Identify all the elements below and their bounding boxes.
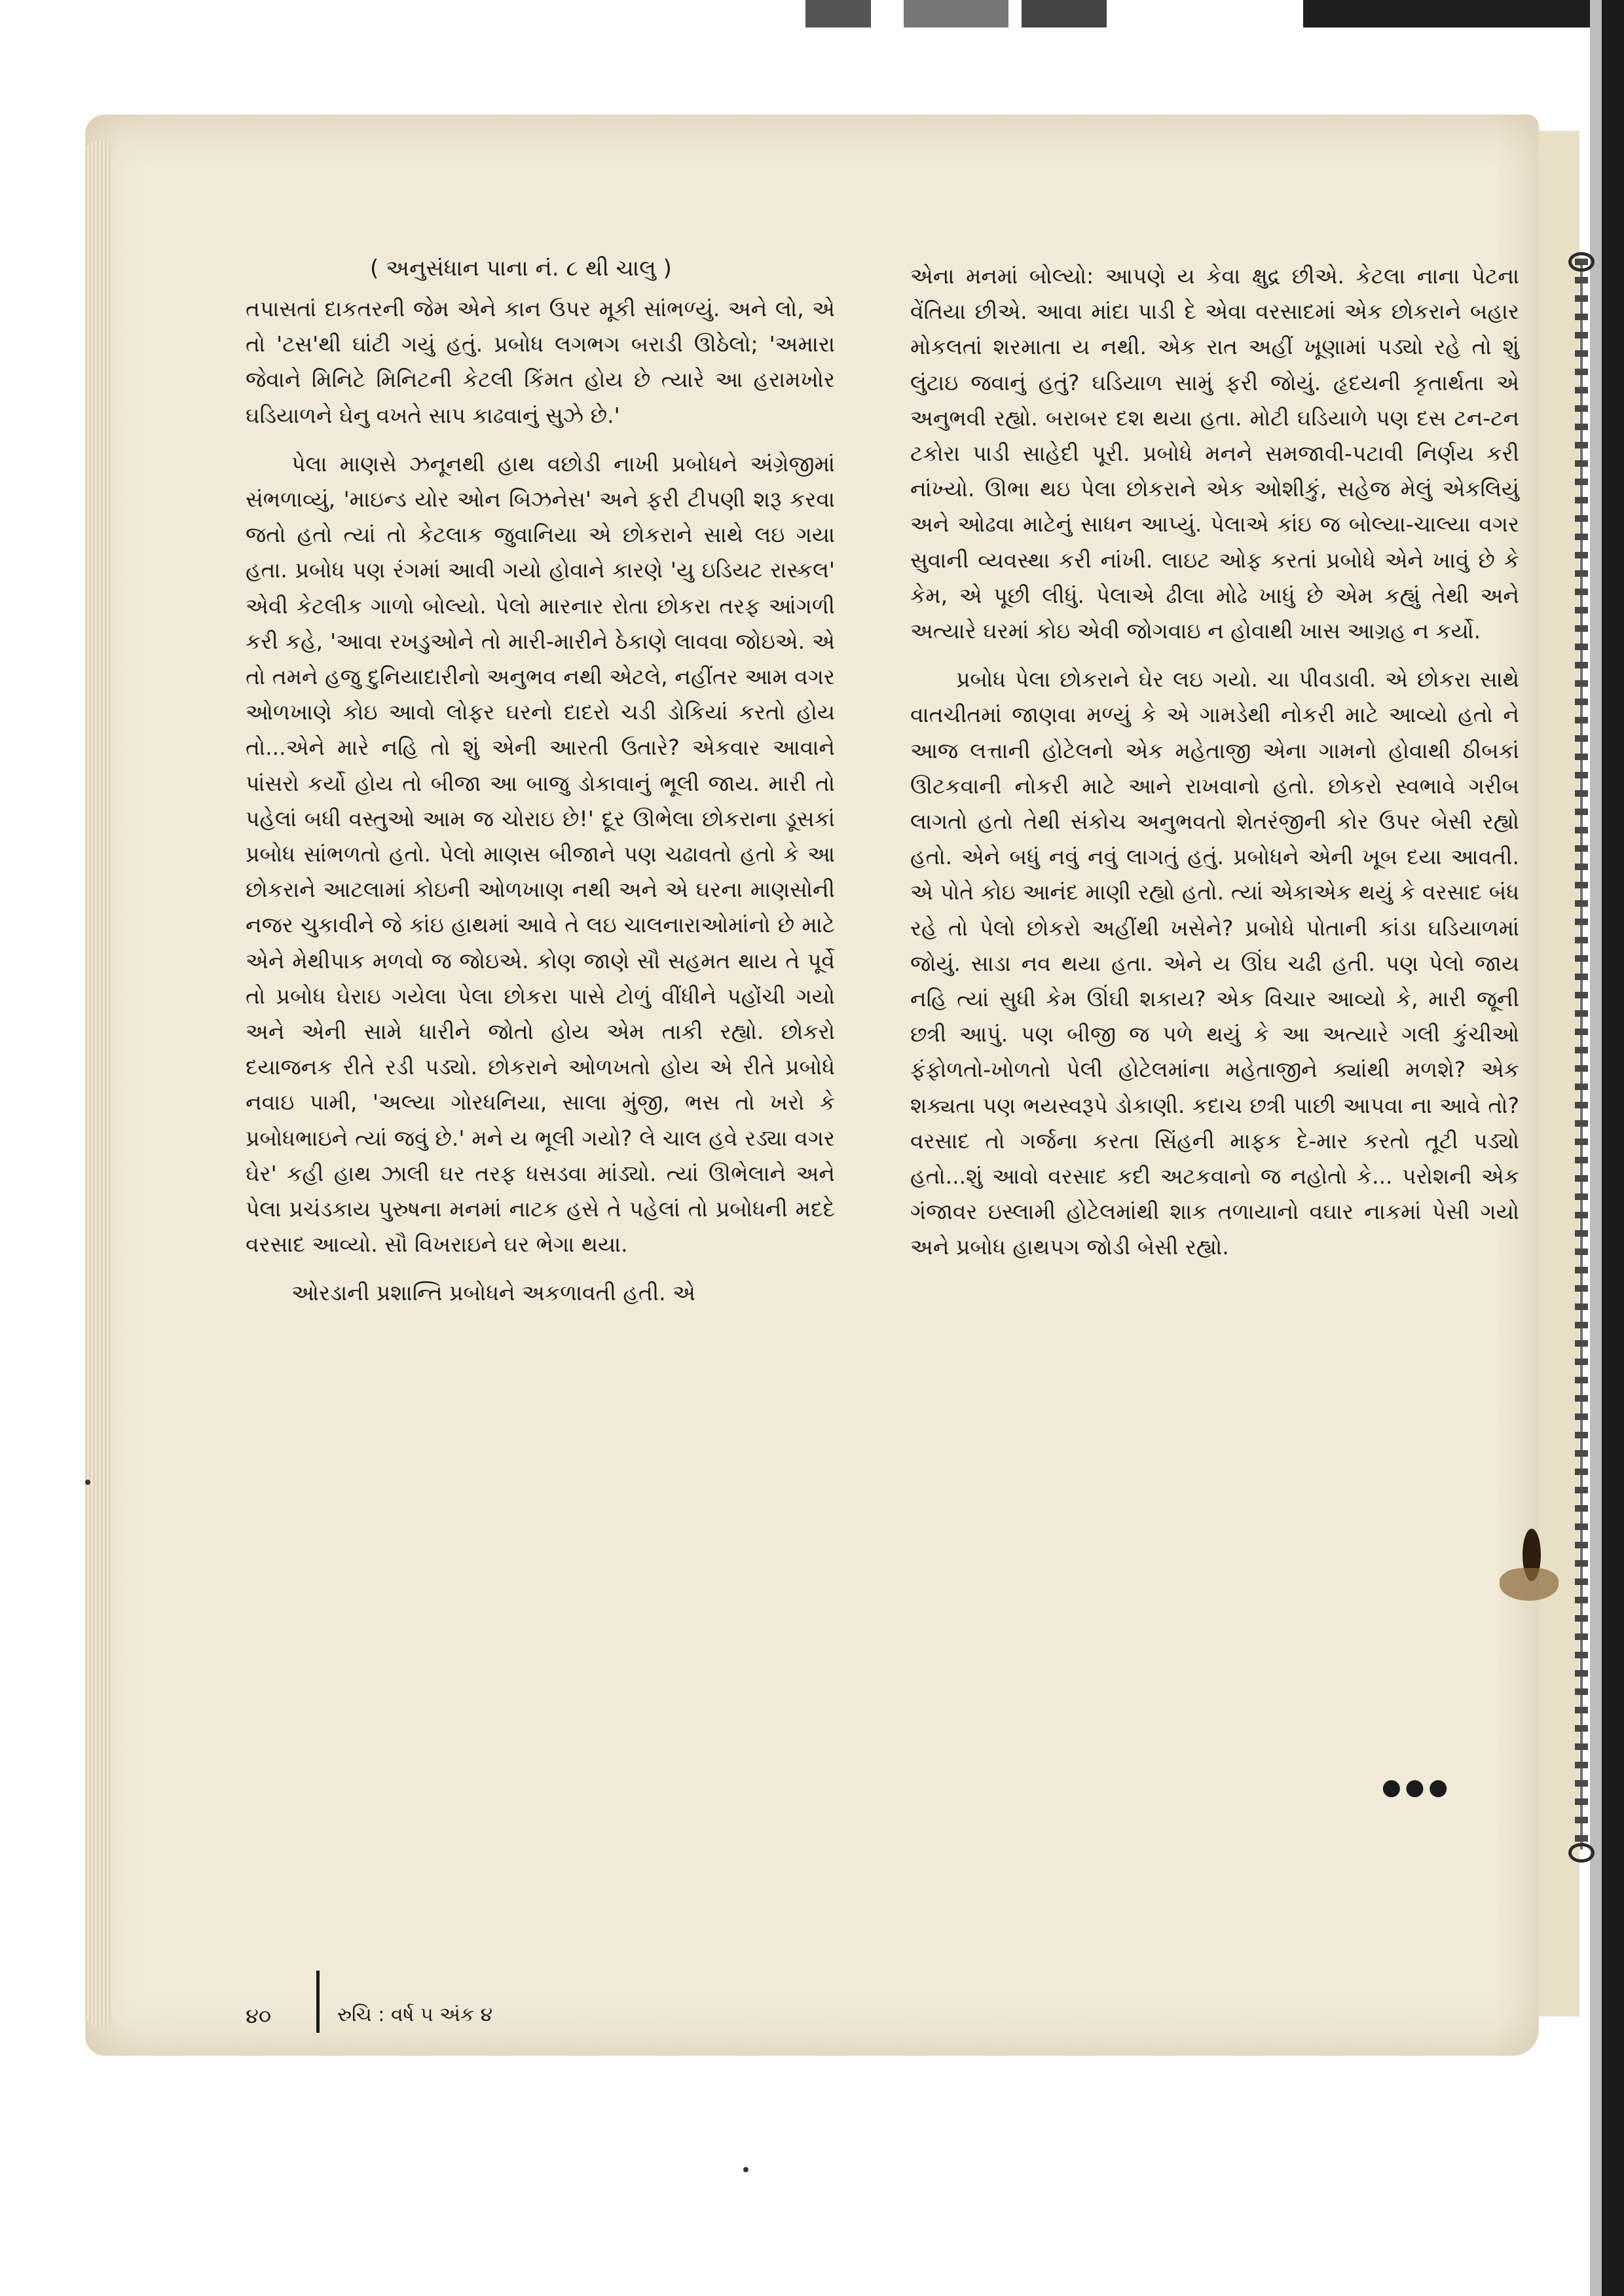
ornament-curl-bottom xyxy=(1568,1843,1595,1863)
stray-mark xyxy=(743,2167,748,2172)
scan-edge-right xyxy=(1590,0,1602,2296)
magazine-issue-label: રુચિ : વર્ષ ૫ અંક ૪ xyxy=(337,2003,493,2026)
right-text-column xyxy=(910,259,1519,1266)
scan-edge-right-dark xyxy=(1602,0,1624,2296)
footer-divider xyxy=(316,1971,320,2033)
ornament-curl-top xyxy=(1568,252,1595,272)
paragraph: પ્રબોધ પેલા છોકરાને ઘેર લઇ ગયો. ચા પીવડાવી. એ છોકરા સાથે વાતચીતમાં જાણવા મળ્યું કે એ ગામડેથી નોકરી માટે આવ્યો હતો ને આજ લત્તાની હોટેલનો એક મહેતાજી એના ગામનો હોવાથી ઠીબકાં ઊટકવાની નોકરી માટે આને રાખવાનો હતો. છોકરો સ્વભાવે ગરીબ લાગતો હતો તેથી સંકોચ અનુભવતો શેતરંજીની કોર ઉપર બેસી રહ્યો હતો. એને બધું નવું નવું લાગતું હતું. પ્રબોધને એની ખૂબ દયા આવતી. એ પોતે કોઇ આનંદ માણી રહ્યો હતો. ત્યાં એકાએક થયું કે વરસાદ બંધ રહે તો પેલો છોકરો અહીંથી ખસેને? પ્રબોધે પોતાની કાંડા ઘડિયાળમાં જોયું. સાડા નવ થયા હતા. એને ય ઊંઘ ચઢી હતી. પણ પેલો જાય નહિ ત્યાં સુધી કેમ ઊંઘી શકાય? એક વિચાર આવ્યો કે, મારી જૂની છત્રી આપું. પણ બીજી જ પળે થયું કે આ અત્યારે ગલી કુંચીઓ ફંફોળતો-ખોળતો પેલી હોટેલમાંના મહેતાજીને ક્યાંથી મળશે? એક શક્યતા પણ ભયસ્વરૂપે ડોકાણી. કદાચ છત્રી પાછી આપવા ના આવે તો? વરસાદ તો ગર્જના કરતા સિંહની માફક દે-માર કરતો તૂટી પડ્યો હતો...શું આવો વરસાદ કદી અટકવાનો જ નહોતો કે... પરોશની એક ગંજાવર ઇસ્લામી હોટેલમાંથી શાક તળાયાનો વઘાર નાકમાં પેસી ગયો અને પ્રબોધ હાથપગ જોડી બેસી રહ્યો. xyxy=(910,666,1519,1260)
left-text-column xyxy=(246,291,835,1311)
end-of-story-marks: ●●● xyxy=(1382,1774,1452,1800)
stray-mark xyxy=(85,1480,90,1485)
scan-edge-top xyxy=(1022,0,1107,27)
paragraph: એના મનમાં બોલ્યો: આપણે ય કેવા ક્ષુદ્ર છીએ. કેટલા નાના પેટના વેંતિયા છીએ. આવા માંદા પાડી દે એવા વરસાદમાં એક છોકરાને બહાર મોકલતાં શરમાતા ય નથી. એક રાત અહીં ખૂણામાં પડ્યો રહે તો શું લુંટાઇ જવાનું હતું? ઘડિયાળ સામું ફરી જોયું. હૃદયની કૃતાર્થતા એ અનુભવી રહ્યો. બરાબર દશ થયા હતા. મોટી ઘડિયાળે પણ દસ ટન-ટન ટકોરા પાડી સાહેદી પૂરી. પ્રબોધે મનને સમજાવી-પટાવી નિર્ણય કરી નાંખ્યો. ઊભા થઇ પેલા છોકરાને એક ઓશીકું, સહેજ મેલું એકલિયું અને ઓઢવા માટેનું સાધન આપ્યું. પેલાએ કાંઇ જ બોલ્યા-ચાલ્યા વગર સુવાની વ્યવસ્થા કરી નાંખી. લાઇટ ઓફ કરતાં પ્રબોધે એને ખાવું છે કે કેમ, એ પૂછી લીધું. પેલાએ ઢીલા મોઢે ખાધું છે એમ કહ્યું તેથી અને અત્યારે ઘરમાં કોઇ એવી જોગવાઇ ન હોવાથી ખાસ આગ્રહ ન કર્યો. xyxy=(910,263,1519,644)
paragraph: ઓરડાની પ્રશાન્તિ પ્રબોધને અકળાવતી હતી. એ xyxy=(291,1280,695,1306)
rope-border-ornament xyxy=(1575,259,1588,1850)
scan-edge-top xyxy=(1303,0,1624,27)
paragraph: તપાસતાં દાકતરની જેમ એને કાન ઉપર મૂકી સાંભળ્યું. અને લો, એ તો 'ટસ'થી ઘાંટી ગયું હતું. પ્રબોધ લગભગ બરાડી ઊઠેલો; 'અમારા જેવાને મિનિટે મિનિટની કેટલી કિંમત હોય છે ત્યારે આ હરામખોર ઘડિયાળને ઘેનુ વખતે સાપ કાઢવાનું સુઝે છે.' xyxy=(246,296,835,428)
scan-edge-top xyxy=(904,0,1008,27)
page-stack-edge xyxy=(85,141,111,2026)
page-number: ૪૦ xyxy=(246,2003,272,2028)
scan-edge-top xyxy=(805,0,871,27)
binding-thread-knot xyxy=(1500,1568,1559,1601)
paragraph: પેલા માણસે ઝનૂનથી હાથ વછોડી નાખી પ્રબોધને અંગ્રેજીમાં સંભળાવ્યું, 'માઇન્ડ યોર ઓન બિઝનેસ' અને ફરી ટીપણી શરૂ કરવા જતો હતો ત્યાં તો કેટલાક જુવાનિયા એ છોકરાને સાથે લઇ ગયા હતા. પ્રબોધ પણ રંગમાં આવી ગયો હોવાને કારણે 'યુ ઇડિયટ રાસ્કલ' એવી કેટલીક ગાળો બોલ્યો. પેલો મારનાર રોતા છોકરા તરફ આંગળી કરી કહે, 'આવા રખડુઓને તો મારી-મારીને ઠેકાણે લાવવા જોઇએ. એ તો તમને હજુ દુનિયાદારીનો અનુભવ નથી એટલે, નહીંતર આમ વગર ઓળખાણે કોઇ આવો લોફર ઘરનો દાદરો ચડી ડોકિયાં કરતો હોય તો...એને મારે નહિ તો શું એની આરતી ઉતારે? એકવાર આવાને પાંસરો કર્યો હોય તો બીજા આ બાજુ ડોકાવાનું ભૂલી જાય. મારી તો પહેલાં બધી વસ્તુઓ આમ જ ચોરાઇ છે!' દૂર ઊભેલા છોકરાના ડૂસકાં પ્રબોધ સાંભળતો હતો. પેલો માણસ બીજાને પણ ચઢાવતો હતો કે આ છોકરાને આટલામાં કોઇની ઓળખાણ નથી અને એ ઘરના માણસોની નજર ચુકાવીને જે કાંઇ હાથમાં આવે તે લઇ ચાલનારાઓમાંનો છે માટે એને મેથીપાક મળવો જ જોઇએ. કોણ જાણે સૌ સહમત થાય તે પૂર્વે તો પ્રબોધ ઘેરાઇ ગયેલા પેલા છોકરા પાસે ટોળું વીંધીને પહોંચી ગયો અને એની સામે ધારીને જોતો હોય એમ તાકી રહ્યો. છોકરો દયાજનક રીતે રડી પડ્યો. છોકરાને ઓળખતો હોય એ રીતે પ્રબોધે નવાઇ પામી, 'અલ્યા ગોરધનિયા, સાલા મુંજી, ભસ તો ખરો કે પ્રબોધભાઇને ત્યાં જવું છે.' મને ય ભૂલી ગયો? લે ચાલ હવે રડ્યા વગર ઘેર' કહી હાથ ઝાલી ઘર તરફ ધસડવા માંડ્યો. ત્યાં ઊભેલાને અને પેલા પ્રચંડકાય પુરુષના મનમાં નાટક હસે તે પહેલાં તો પ્રબોધની મદદે વરસાદ આવ્યો. સૌ વિખરાઇને ઘર ભેગા થયા. xyxy=(246,450,835,1258)
continuation-heading: ( અનુસંધાન પાના નં. ૮ થી ચાલુ ) xyxy=(370,255,672,282)
